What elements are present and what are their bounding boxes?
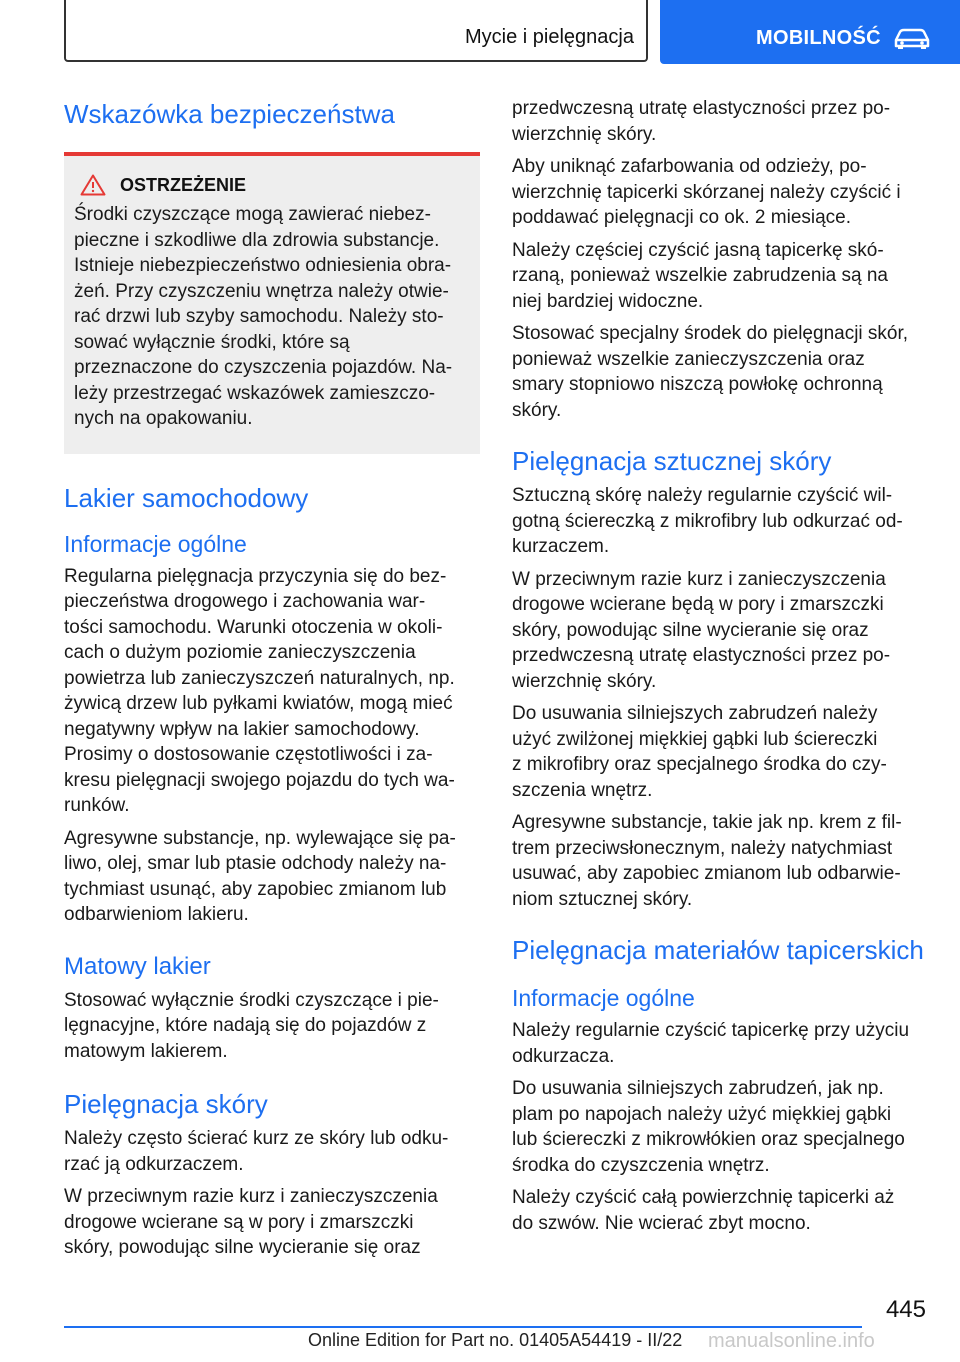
upholstery-paragraph-1: Należy regularnie czyścić tapicerkę przy użyciu odkurzacza. <box>512 1020 910 1067</box>
edition-text: Online Edition for Part no. 01405A54419 - II/22 <box>308 1330 683 1350</box>
leather-care-title: Pielęgnacja skóry <box>64 1089 268 1119</box>
synthetic-paragraph-3: Do usuwania silniejszych zabrudzeń należy użyć zwilżonej miękkiej gąbki lub ściereczki z mikrofibry oraz specjalnego środka do czy- szczenia wnętrz. <box>512 703 887 801</box>
leather-paragraph-2: W przeciwnym razie kurz i zanieczyszczenia drogowe wcierane są w pory i zmarszczki skóry, powodując silne wycieranie się oraz <box>64 1186 438 1258</box>
upholstery-title: Pielęgnacja materiałów tapicerskich <box>512 935 924 965</box>
header-section-box <box>64 0 648 62</box>
header-chapter-tab <box>660 0 960 64</box>
synthetic-paragraph-4: Agresywne substancje, takie jak np. krem z fil- trem przeciwsłonecznym, należy natychmiast usuwać, aby zapobiec zmianom lub odbarwie- niom sztucznej skóry. <box>512 812 902 910</box>
header-section-title: Mycie i pielęgnacja <box>465 26 634 48</box>
synthetic-paragraph-2: W przeciwnym razie kurz i zanieczyszczenia drogowe wcierane będą w pory i zmarszczki skóry, powodując silne wycieranie się oraz przedwczesną utratę elastyczności przez po- wierzchnię skóry. <box>512 568 891 692</box>
footer-rule <box>64 1326 862 1328</box>
right-column <box>512 96 932 1243</box>
general-paragraph-2: Agresywne substancje, np. wylewające się pa- liwo, olej, smar lub ptasie odchody należy na- tychmiast usunąć, aby zapobiec zmianom lub odbarwieniom lakieru. <box>64 827 456 925</box>
paint-title: Lakier samochodowy <box>64 482 309 513</box>
leather-cont-paragraph-1: przedwczesną utratę elastyczności przez po- wierzchnię skóry. <box>512 98 891 145</box>
left-column <box>64 96 480 1268</box>
safety-title: Wskazówka bezpieczeństwa <box>64 99 395 129</box>
general-info-title: Informacje ogólne <box>64 530 247 557</box>
warning-label: OSTRZEŻENIE <box>120 174 247 195</box>
warning-text: Środki czyszczące mogą zawierać niebez- pieczne i szkodliwe dla zdrowia substancje. Istnieje niebezpieczeństwo odniesienia obra- żeń. Przy czyszczeniu wnętrza należy otwie- rać drzwi lub szyby samochodu. Należy sto- sować wyłącznie środki, które są przeznaczone do czyszczenia pojazdów. Na- leży przestrzegać wskazówek zamieszczo- nych na opakowaniu. <box>74 204 453 429</box>
car-icon <box>892 26 932 50</box>
leather-cont-paragraph-2: Aby uniknąć zafarbowania od odzieży, po- wierzchnię tapicerki skórzanej należy czyścić i poddawać pielęgnacji co ok. 2 miesiące. <box>512 156 901 228</box>
leather-cont-paragraph-3: Należy częściej czyścić jasną tapicerkę skó- rzaną, ponieważ wszelkie zabrudzenia są na niej bardziej widoczne. <box>512 239 888 312</box>
watermark-text: manualsonline.info <box>708 1330 875 1352</box>
warning-triangle-icon <box>80 174 106 196</box>
leather-paragraph-1: Należy często ścierać kurz ze skóry lub odku- rzać ją odkurzaczem. <box>64 1128 449 1175</box>
warning-box <box>64 152 480 454</box>
upholstery-general-title: Informacje ogólne <box>512 985 695 1011</box>
matte-paint-title: Matowy lakier <box>64 952 211 980</box>
matte-paragraph: Stosować wyłącznie środki czyszczące i pie- lęgnacyjne, które nadają się do pojazdów z matowym lakierem. <box>64 989 439 1062</box>
leather-cont-paragraph-4: Stosować specjalny środek do pielęgnacji skór, ponieważ wszelkie zanieczyszczenia oraz smary stopniowo niszczą powłokę ochronną skóry. <box>512 323 909 421</box>
page-number: 445 <box>885 1296 926 1323</box>
synthetic-paragraph-1: Sztuczną skórę należy regularnie czyścić wil- gotną ściereczką z mikrofibry lub odkurzać od- kurzaczem. <box>512 485 903 557</box>
general-paragraph-1: Regularna pielęgnacja przyczynia się do bez- pieczeństwa drogowego i zachowania war- tości samochodu. Warunki otoczenia w okoli- cach o dużym poziomie zanieczyszczenia powietrza lub zanieczyszczeń naturalnych, np. żywicą drzew lub pyłkami kwiatów, mogą mieć negatywny wpływ na lakier samochodowy. Prosimy o dostosowanie częstotliwości i za- kresu pielęgnacji swojego pojazdu do tych wa- runków. <box>64 565 455 816</box>
upholstery-paragraph-3: Należy czyścić całą powierzchnię tapicerki aż do szwów. Nie wcierać zbyt mocno. <box>512 1187 895 1234</box>
upholstery-paragraph-2: Do usuwania silniejszych zabrudzeń, jak np. plam po napojach należy użyć miękkiej gąbki lub ściereczki z mikrowłókien oraz specjalnego środka do czyszczenia wnętrz. <box>512 1078 905 1176</box>
warning-header <box>74 174 470 196</box>
header-chapter-title: MOBILNOŚĆ <box>756 27 881 49</box>
synthetic-leather-title: Pielęgnacja sztucznej skóry <box>512 446 832 476</box>
